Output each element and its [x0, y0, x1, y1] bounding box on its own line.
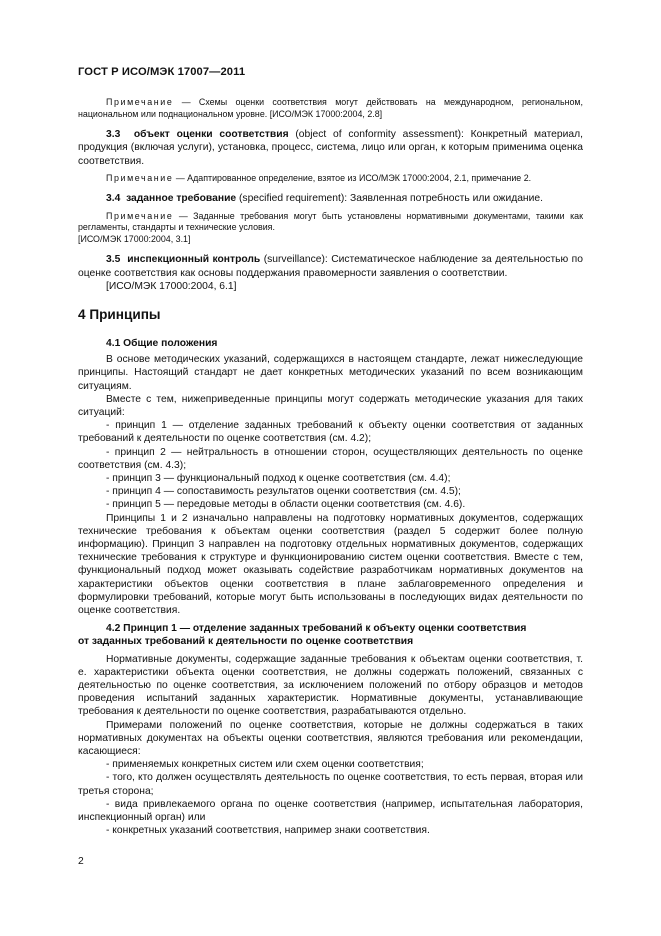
paragraph: Вместе с тем, нижеприведенные принципы могут содержать методические указания для таких ситуаций:: [78, 393, 583, 418]
note-scheme-levels: Примечание — Схемы оценки соответствия могут действовать на международном, региональном, национальном или поднациональном уровне. [ИСО/МЭК 17000:2004, 2.8]: [78, 97, 583, 119]
paragraph: Примерами положений по оценке соответствия, которые не должны содержаться в таких нормативных документах на объекты оценки соответствия, являются требования или рекомендации, касающиеся:: [78, 719, 583, 758]
list-item: - принцип 1 — отделение заданных требований к объекту оценки соответствия от заданных требований к деятельности по оценке соответствия (см. 4.2);: [78, 420, 583, 445]
note-specified-requirements: Примечание — Заданные требования могут быть установлены нормативными документами, такими как регламенты, стандарты и технические условия.: [78, 210, 583, 233]
paragraph: Нормативные документы, содержащие заданные требования к объектам оценки соответствия, т. е. характеристики объекта оценки соответствия, не должны содержать положений, связанных с деятельностью по оценке соответствия, за исключением положений по отбору образцов и методов проведения испытаний заданных характеристик. Нормативные документы, устанавливающие требования к деятельности по оценке соответствия, разрабатываются отдельно.: [78, 653, 583, 718]
subsection-title-4-1: 4.1 Общие положения: [106, 337, 218, 349]
list-item: - вида привлекаемого органа по оценке соответствия (например, испытательная лаборатория, инспекционный орган) или: [78, 798, 583, 824]
term-3-4: 3.4 заданное требование (specified requirement): Заявленная потребность или ожидание.: [106, 193, 543, 205]
document-header: ГОСТ Р ИСО/МЭК 17007—2011: [78, 66, 246, 78]
subsection-title-4-2: 4.2 Принцип 1 — отделение заданных требований к объекту оценки соответствия от заданных требований к деятельности по оценке соответствия: [78, 623, 527, 648]
page-content: [78, 97, 583, 838]
list-item: - принцип 4 — сопоставимость результатов оценки соответствия (см. 4.5);: [106, 486, 461, 498]
list-item: - принцип 3 — функциональный подход к оценке соответствия (см. 4.4);: [106, 473, 451, 485]
list-item: - принцип 5 — передовые методы в области оценки соответствия (см. 4.6).: [106, 499, 466, 511]
note-adapted-definition: Примечание — Адаптированное определение, взятое из ИСО/МЭК 17000:2004, 2.1, примечание 2.: [106, 172, 532, 183]
list-item: - применяемых конкретных систем или схем оценки соответствия;: [106, 759, 424, 771]
term-reference: [ИСО/МЭК 17000:2004, 6.1]: [106, 280, 237, 292]
paragraph: Принципы 1 и 2 изначально направлены на подготовку нормативных документов, содержащих технические требования к объектам оценки соответствия (раздел 5 содержит более полную информацию). Принцип 3 направлен на подготовку отдельных нормативных документов, содержащих технические требования к структуре и функционированию систем оценки соответствия. Вместе с тем, функциональный подход может оказывать содействие разработчикам нормативных документов на характеристики объектов оценки соответствия в плане заблаговременного определения и формулировки требований, которые могут быть использованы в последующих видах деятельности по оценке соответствия.: [78, 512, 583, 617]
term-3-5: 3.5 инспекционный контроль (surveillance): Систематическое наблюдение за деятельностью по оценке соответствия как основы поддержания правомерности заявления о соответствии.: [78, 254, 583, 279]
page-number: 2: [78, 856, 84, 867]
list-item: - принцип 2 — нейтральность в отношении сторон, осуществляющих деятельность по оценке соответствия (см. 4.3);: [78, 446, 583, 471]
list-item: - того, кто должен осуществлять деятельность по оценке соответствия, то есть первая, вторая или третья сторона;: [78, 772, 583, 797]
list-item: - конкретных указаний соответствия, например знаки соответствия.: [106, 825, 430, 837]
paragraph: В основе методических указаний, содержащихся в настоящем стандарте, лежат нижеследующие принципы. Настоящий стандарт не дает конкретных методических указаний по всем возникающим ситуациям.: [78, 354, 583, 392]
term-3-3: 3.3 объект оценки соответствия (object of conformity assessment): Конкретный материал, продукция (включая услуги), установка, процесс, система, лицо или орган, к которым применима оценка соответствия.: [78, 129, 583, 167]
section-title: 4 Принципы: [78, 306, 161, 322]
note-reference: [ИСО/МЭК 17000:2004, 3.1]: [78, 233, 191, 244]
